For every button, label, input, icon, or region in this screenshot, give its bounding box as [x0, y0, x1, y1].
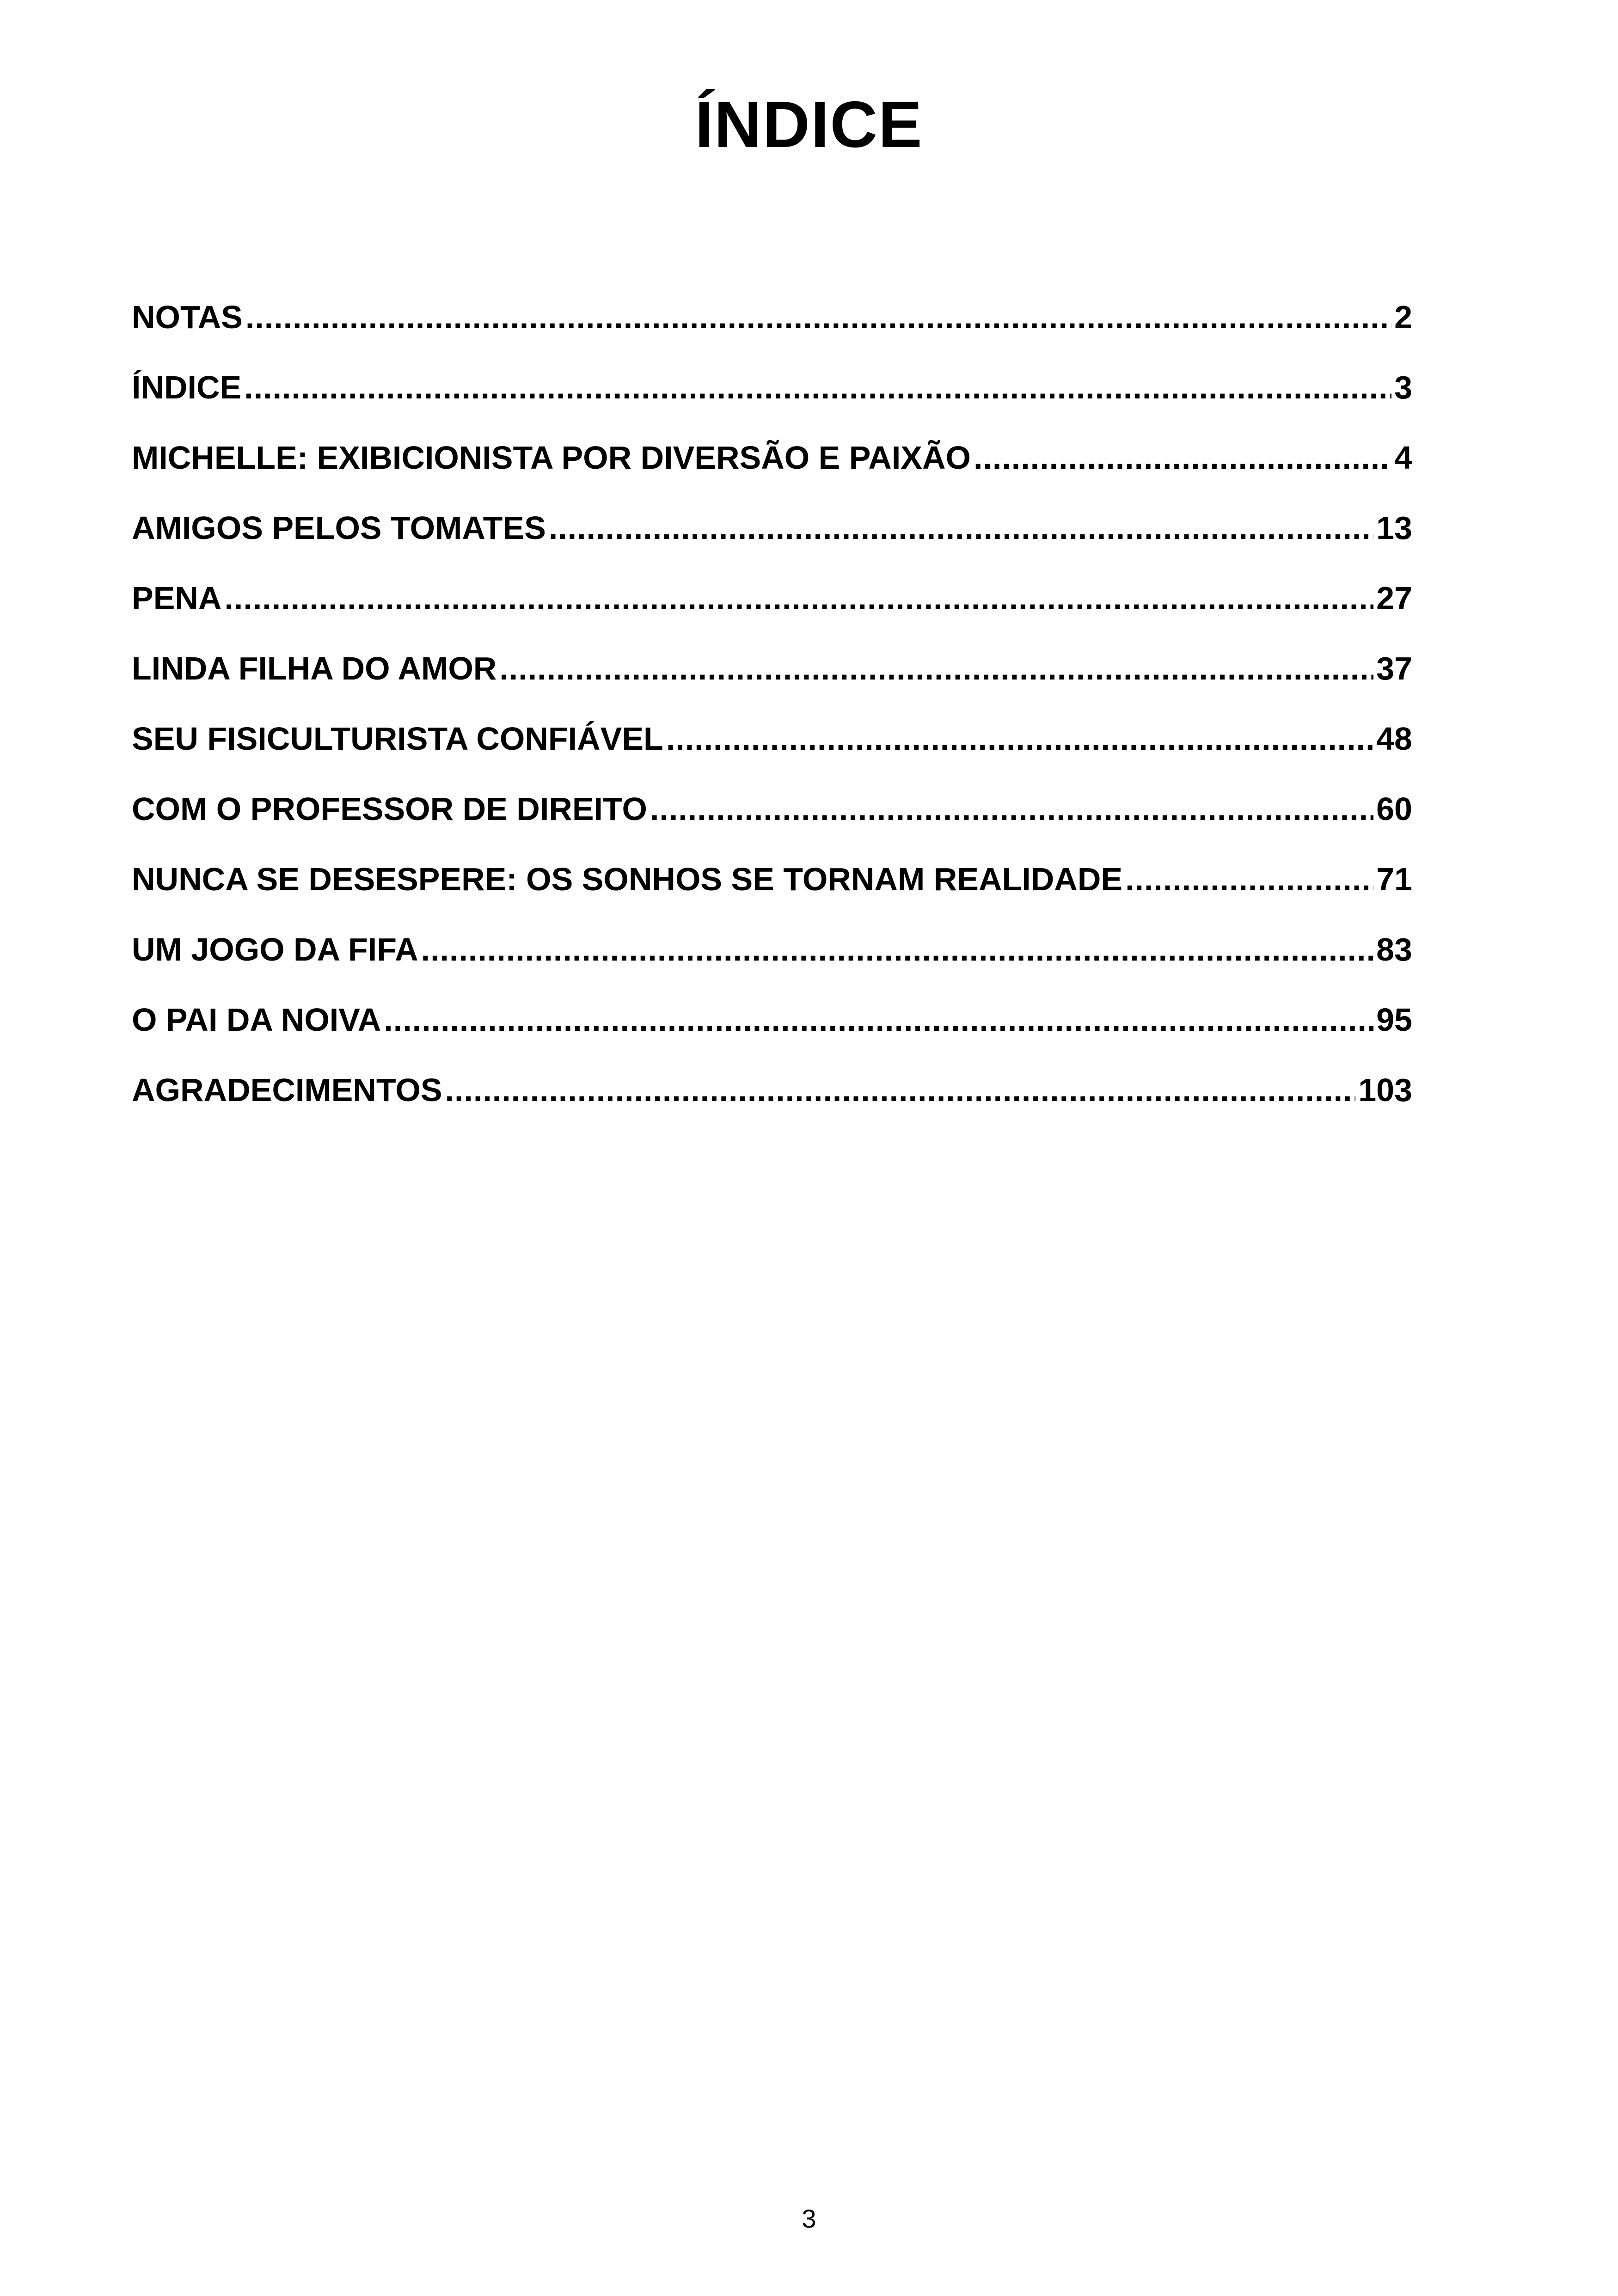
toc-entry-um-jogo-da-fifa[interactable]	[132, 914, 1412, 985]
toc-entry-indice[interactable]	[132, 352, 1412, 422]
toc-entry-page: 27	[1376, 580, 1412, 616]
toc-entry-label: AMIGOS PELOS TOMATES	[132, 510, 546, 546]
toc-dot-leader	[445, 1055, 1356, 1125]
toc-entry-amigos-pelos-tomates[interactable]	[132, 493, 1412, 563]
toc-entry-label: NUNCA SE DESESPERE: OS SONHOS SE TORNAM REALIDADE	[132, 861, 1123, 897]
toc-entry-label: PENA	[132, 580, 222, 616]
toc-entry-page: 95	[1376, 1002, 1412, 1038]
toc-entry-label: NOTAS	[132, 299, 243, 335]
toc-entry-o-pai-da-noiva[interactable]	[132, 985, 1412, 1055]
toc-entry-pena[interactable]	[132, 563, 1412, 633]
toc-dot-leader	[421, 914, 1373, 985]
toc-entry-label: AGRADECIMENTOS	[132, 1072, 442, 1108]
toc-entry-page: 2	[1394, 299, 1412, 335]
toc-entry-notas[interactable]	[132, 282, 1412, 352]
toc-dot-leader	[549, 493, 1373, 563]
toc-entry-michelle[interactable]	[132, 422, 1412, 493]
toc-dot-leader	[666, 704, 1373, 774]
toc-entry-nunca-se-desespere[interactable]	[132, 844, 1412, 914]
toc-dot-leader	[224, 563, 1373, 633]
toc-entry-seu-fisiculturista[interactable]	[132, 704, 1412, 774]
toc-entry-page: 13	[1376, 510, 1412, 546]
toc-entry-label: COM O PROFESSOR DE DIREITO	[132, 791, 647, 827]
table-of-contents	[132, 282, 1412, 1125]
toc-entry-page: 60	[1376, 791, 1412, 827]
toc-entry-page: 83	[1376, 931, 1412, 967]
toc-entry-page: 3	[1394, 369, 1412, 405]
toc-dot-leader	[244, 352, 1391, 422]
toc-entry-com-o-professor[interactable]	[132, 774, 1412, 844]
toc-entry-label: SEU FISICULTURISTA CONFIÁVEL	[132, 721, 663, 757]
toc-dot-leader	[974, 422, 1391, 493]
toc-entry-page: 71	[1376, 861, 1412, 897]
toc-entry-label: LINDA FILHA DO AMOR	[132, 650, 497, 686]
toc-dot-leader	[1125, 844, 1373, 914]
toc-entry-label: ÍNDICE	[132, 369, 242, 405]
toc-entry-linda-filha-do-amor[interactable]	[132, 633, 1412, 704]
toc-entry-page: 48	[1376, 721, 1412, 757]
toc-entry-label: O PAI DA NOIVA	[132, 1002, 381, 1038]
toc-entry-label: UM JOGO DA FIFA	[132, 931, 418, 967]
toc-dot-leader	[245, 282, 1391, 352]
toc-entry-page: 103	[1358, 1072, 1412, 1108]
toc-entry-page: 37	[1376, 650, 1412, 686]
toc-dot-leader	[499, 633, 1373, 704]
toc-entry-agradecimentos[interactable]	[132, 1055, 1412, 1125]
page-title: ÍNDICE	[695, 88, 923, 161]
toc-dot-leader	[650, 774, 1373, 844]
toc-entry-label: MICHELLE: EXIBICIONISTA POR DIVERSÃO E PAIXÃO	[132, 440, 971, 476]
page-number: 3	[802, 2204, 816, 2233]
toc-entry-page: 4	[1394, 440, 1412, 476]
toc-dot-leader	[384, 985, 1373, 1055]
